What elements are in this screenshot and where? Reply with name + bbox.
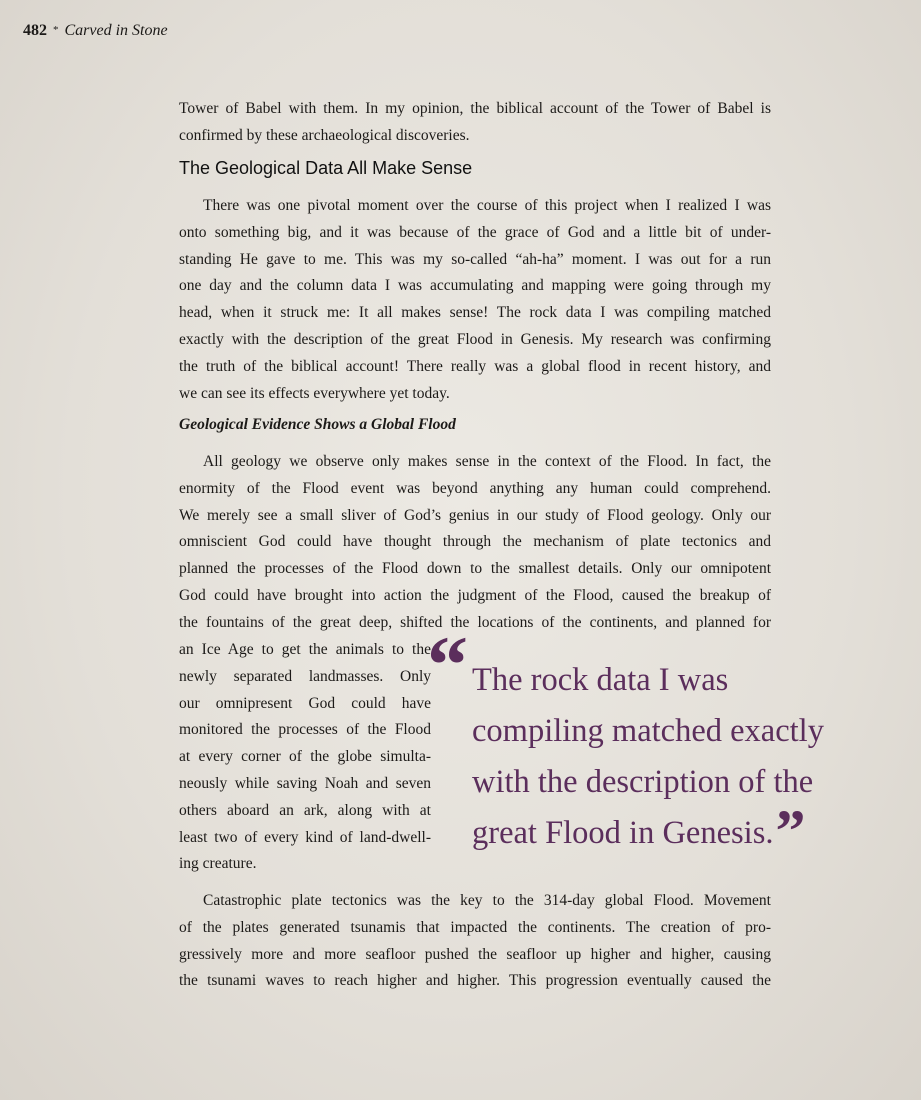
paragraph-3	[179, 888, 771, 995]
paragraph-2-wrapped	[179, 637, 431, 878]
text-line: exactly with the description of the great Flood in Genesis. My research was confirming	[179, 330, 771, 348]
pull-quote-line: with the description of the	[472, 764, 814, 800]
close-quote-mark: ”	[775, 798, 806, 864]
section-heading: The Geological Data All Make Sense	[179, 158, 473, 178]
text-line: All geology we observe only makes sense in the context of the Flood. In fact, the	[203, 453, 771, 470]
text-line: at every corner of the globe simulta-	[179, 748, 431, 766]
text-line: monitored the processes of the Flood	[179, 721, 431, 739]
text-line: an Ice Age to get the animals to the	[179, 641, 431, 658]
text-line: others aboard an ark, along with at	[179, 801, 431, 819]
pull-quote-line: The rock data I was	[472, 662, 729, 698]
text-line: planned the processes of the Flood down to the smallest details. Only our omnipotent	[179, 560, 771, 578]
text-line: head, when it struck me: It all makes sense! The rock data I was compiling matched	[179, 304, 771, 322]
text-line: enormity of the Flood event was beyond anything any human could comprehend.	[179, 479, 771, 497]
open-quote-mark: “	[427, 619, 468, 710]
pull-quote	[472, 655, 852, 864]
paragraph-1	[179, 193, 771, 407]
text-line: the fountains of the great deep, shifted the locations of the continents, and planned for	[179, 613, 771, 631]
subheading: Geological Evidence Shows a Global Flood	[179, 416, 456, 433]
header-separator: *	[53, 24, 59, 36]
text-line: God could have brought into action the judgment of the Flood, caused the breakup of	[179, 586, 771, 604]
text-line: least two of every kind of land-dwell-	[179, 828, 431, 846]
text-line: of the plates generated tsunamis that impacted the continents. The creation of pro-	[179, 918, 771, 936]
text-line: We merely see a small sliver of God’s genius in our study of Flood geology. Only our	[179, 506, 771, 524]
text-line: onto something big, and it was because of the grace of God and a little bit of under-	[179, 223, 771, 241]
page-number: 482	[23, 22, 47, 39]
text-line: confirmed by these archaeological discoveries.	[179, 126, 470, 144]
book-title: Carved in Stone	[64, 22, 168, 39]
text-line: gressively more and more seafloor pushed the seafloor up higher and higher, causing	[179, 945, 771, 963]
text-line: Tower of Babel with them. In my opinion, the biblical account of the Tower of Babel is	[179, 100, 771, 117]
text-line: ing creature.	[179, 855, 257, 873]
pull-quote-line: great Flood in Genesis.	[472, 815, 774, 851]
text-line: neously while saving Noah and seven	[179, 774, 431, 792]
text-line: omniscient God could have thought through the mechanism of plate tectonics and	[179, 533, 771, 551]
text-line: the truth of the biblical account! There really was a global flood in recent history, and	[179, 357, 771, 375]
text-line: standing He gave to me. This was my so-called “ah-ha” moment. I was out for a run	[179, 250, 771, 268]
text-line: one day and the column data I was accumulating and mapping were going through my	[179, 277, 771, 295]
text-line: There was one pivotal moment over the course of this project when I realized I was	[203, 197, 771, 214]
text-line: our omnipresent God could have	[179, 694, 431, 712]
intro-paragraph	[179, 96, 771, 150]
text-line: Catastrophic plate tectonics was the key to the 314-day global Flood. Movement	[203, 892, 771, 909]
text-line: the tsunami waves to reach higher and higher. This progression eventually caused the	[179, 972, 771, 990]
pull-quote-line: compiling matched exactly	[472, 713, 824, 749]
running-header	[23, 22, 168, 40]
text-line: newly separated landmasses. Only	[179, 667, 431, 685]
text-line: we can see its effects everywhere yet today.	[179, 384, 450, 402]
paragraph-2	[179, 449, 771, 637]
